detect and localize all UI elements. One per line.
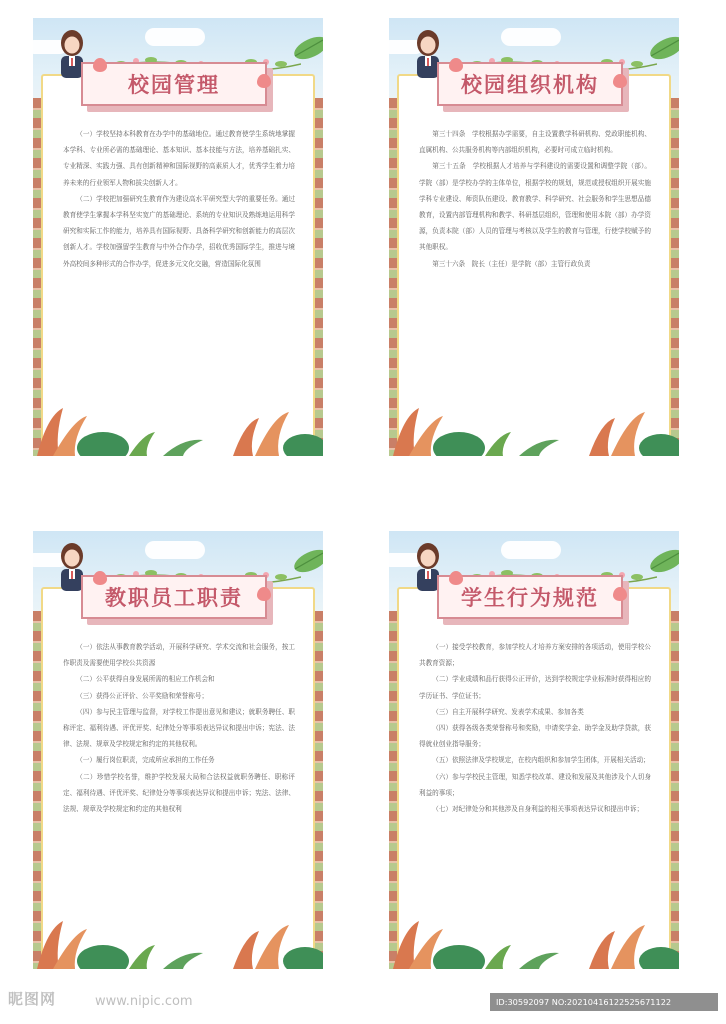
poster-title: 教职员工职责 — [105, 586, 243, 610]
strawberry-icon — [449, 58, 463, 72]
strawberry-icon — [257, 587, 271, 601]
cloud-icon — [501, 541, 561, 559]
title-banner — [81, 575, 267, 619]
body-paragraph: （二）珍惜学校名誉，维护学校发展大局和合法权益就职务聘任、职称评定、福利待遇、评优评奖、纪律处分等事项表达异议和提出申诉；宪法、法律、法规、规章及学校规定和约定的其他权利 — [63, 772, 295, 814]
plants-icon — [33, 386, 323, 456]
cloud-icon — [145, 28, 205, 46]
body-paragraph: （一）依法从事教育教学活动，开展科学研究、学术交流和社会服务，按工作职责及需要使用学校公共资源 — [63, 643, 295, 668]
poster-title: 校园组织机构 — [461, 73, 599, 97]
body-paragraph: （六）参与学校民主管理，知悉学校改革、建设和发展及其他涉及个人切身利益的事项； — [419, 772, 651, 797]
body-paragraph: （三）自主开展科学研究、发表学术成果、参加各类 — [432, 707, 584, 716]
title-banner — [437, 62, 623, 106]
plants-icon — [389, 899, 679, 969]
body-paragraph: （二）学校把加强研究生教育作为建设高水平研究型大学的重要任务。通过教育使学生掌握本学科坚实宽广的基础理论、系统的专业知识及熟练地运用科学研究和实际工作的能力，培养具有国际视野、具备科学研究和创新能力的高层次创新人才。学校加强留学生教育与中外合作办学，招收优秀国际学生，推进与境外高校间多种形式的合作办学，促进多元文化交融，营造国际化氛围 — [63, 194, 295, 268]
strawberry-icon — [93, 58, 107, 72]
poster-body — [63, 639, 295, 905]
body-paragraph: （三）获得公正评价、公平奖励和荣誉称号； — [76, 691, 209, 700]
body-paragraph: （四）获得各级各类荣誉称号和奖励，申请奖学金、助学金及助学贷款，获得就业创业指导服务； — [419, 724, 651, 749]
strawberry-icon — [449, 571, 463, 585]
poster-title: 校园管理 — [128, 73, 220, 97]
strawberry-icon — [93, 571, 107, 585]
poster-card — [389, 18, 679, 456]
strawberry-icon — [613, 74, 627, 88]
body-paragraph: （一）履行岗位职责，完成所应承担的工作任务 — [76, 756, 215, 765]
poster-body — [419, 639, 651, 905]
body-paragraph: 第三十四条 学校根据办学需要，自主设置教学科研机构、党政职能机构、直属机构、公共服务机构等内部组织机构，必要时可成立临时机构。 — [419, 130, 651, 155]
body-paragraph: （一）学校坚持本科教育在办学中的基础地位。通过教育使学生系统地掌握本学科、专业所必需的基础理论、基本知识、基本技能与方法，培养基础扎实、专业精深、实践力强、具有创新精神和国际视野的高素质人才，优秀学生着力培养未来的行业领军人物和拔尖创新人才。 — [63, 130, 295, 187]
poster-card — [33, 18, 323, 456]
poster-body — [419, 126, 651, 392]
body-paragraph: （五）依照法律及学校规定，在校内组织和参加学生团体，开展相关活动； — [432, 756, 650, 765]
body-paragraph: （七）对纪律处分和其他涉及自身利益的相关事项表达异议和提出申诉； — [432, 805, 644, 814]
poster-body — [63, 126, 295, 392]
body-paragraph: （一）接受学校教育，参加学校人才培养方案安排的各项活动，使用学校公共教育资源； — [419, 643, 651, 668]
body-paragraph: 第三十五条 学校根据人才培养与学科建设的需要设置和调整学院（部）。学院（部）是学校办学的主体单位，根据学校的规划，规范或授权组织开展实施学科专业建设、师资队伍建设、教育教学、科学研究、社会服务和学生思想品德教育，设置内部管理机构和教学、科研基层组织，管理和使用本院（部）办学资源，负责本院（部）人员的管理与考核以及学生的教育与管理，行使学校赋予的其他职权。 — [419, 162, 651, 252]
cloud-icon — [501, 28, 561, 46]
strawberry-icon — [613, 587, 627, 601]
title-banner — [437, 575, 623, 619]
strawberry-icon — [257, 74, 271, 88]
body-paragraph: （二）公平获得自身发展所需的相应工作机会和 — [76, 675, 215, 684]
title-banner — [81, 62, 267, 106]
body-paragraph: 第三十六条 院长（主任）是学院（部）主管行政负责 — [432, 259, 591, 268]
cloud-icon — [145, 541, 205, 559]
watermark-id-bar: ID:30592097 NO:20210416122525671122 — [490, 993, 718, 1011]
watermark-site: www.nipic.com — [95, 994, 193, 1009]
watermark-logo: 昵图网 — [8, 990, 57, 1008]
plants-icon — [33, 899, 323, 969]
body-paragraph: （二）学业成绩和品行获得公正评价，达到学校规定学业标准时获得相应的学历证书、学位证书； — [419, 675, 651, 700]
poster-title: 学生行为规范 — [461, 586, 599, 610]
plants-icon — [389, 386, 679, 456]
poster-card — [33, 531, 323, 969]
poster-card — [389, 531, 679, 969]
body-paragraph: （四）参与民主管理与监督，对学校工作提出意见和建议；就职务聘任、职称评定、福利待遇、评优评奖、纪律处分等事项表达异议和提出申诉；宪法、法律、法规、规章及学校规定和约定的其他权利。 — [63, 707, 295, 749]
